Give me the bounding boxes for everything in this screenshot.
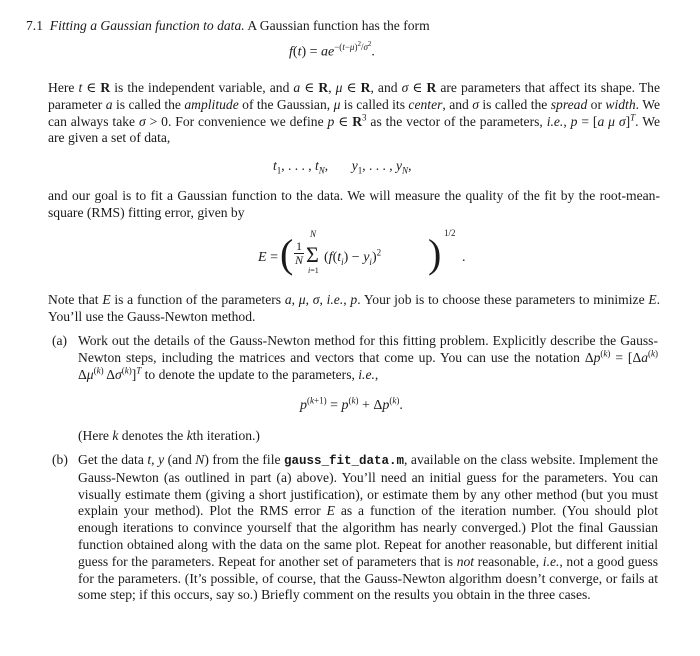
part-a-label: (a) [52,333,68,348]
data-list: $t_1$, . . . , $t_N$, $y_1$, . . . , $y_N$, [273,158,412,176]
paragraph-definitions: Here t ∈ R is the independent variable, and a ∈ R, μ ∈ R, and σ ∈ R are parameters that affect its shape. The parameter a is called the amplitude of the Gaussian, μ is called its center, and σ is called the spread or width. We can always take σ > 0. For convenience we define p ∈ $R^3$ as the vector of the parameters, i.e., p = [a μ σ]$^T$. We are given a set of data, [48,80,660,146]
part-b-label: (b) [52,452,68,467]
gaussian-formula: $f(t) = ae^{-(t-\mu)^2/\sigma^2}$. [289,40,375,60]
part-a-text: Work out the details of the Gauss-Newton method for this fitting problem. Explicitly describe the Gauss-Newton steps, including the matrices and vectors that come up. You can use the notation $\Delta p^{(k)} = [\Delta a^{(k)}$ $\Delta\mu^{(k)}$ $\Delta\sigma^{(k)}]^T$ to denote the update to the parameters, i.e., [78,333,659,382]
update-formula: $p^{(k+1)} = p^{(k)} + \Delta p^{(k)}$. [300,395,403,413]
problem-number: 7.1 [26,18,43,33]
problem-heading [26,18,666,35]
paragraph-goal: and our goal is to fit a Gaussian function to the data. We will measure the quality of the fit by the root-mean-square (RMS) fitting error, given by [48,188,660,220]
paragraph-task: Note that E is a function of the parameters a, μ, σ, i.e., p. Your job is to choose these parameters to minimize E. You’ll use the Gauss-Newton method. [48,292,661,324]
problem-intro: A Gaussian function has the form [247,18,430,33]
problem-page: 7.1 Fitting a Gaussian function to data. A Gaussian function has the form $f(t) = ae^{-(t-\mu)^2/\sigma^2}$. Here t ∈ R is the independent variable, and a ∈ R, μ ∈ R, and σ ∈ R are parameters that affect its shape. The parameter a is called the amplitude of the Gaussian, μ is called its center, and σ is called the spread or width. We can always take σ > 0. For convenience we define p ∈ $R^3$ as the vector of the parameters, i.e., p = [a μ σ]$^T$. We are given a set of data, $t_1$, . . . , $t_N$, $y_1$, . . . , $y_N$, and our goal is to fit a Gaussian function to the data. We will measure the quality of the fit by the root-mean-square (RMS) fitting error, given by E = ( $\frac{1}{N}$ N Σ i=1 $(f(t_i) - y_i)^2$ ) 1/2 . Note that E is a function of the parameters a, μ, σ, i.e., p. Your job is to choose these parameters to minimize E. You’ll use the Gauss-Newton method. (a) Work out the details of the Gauss-Newton method for this fitting problem. Explicitly describe the Gauss-Newton steps, including the matrices and vectors that come up. You can use the notation $\Delta p^{(k)} = [\Delta a^{(k)}$ $\Delta\mu^{(k)}$ $\Delta\sigma^{(k)}]^T$ to denote the update to the parameters, i.e., $p^{(k+1)} = p^{(k)} + \Delta p^{(k)}$. (Here k denotes the kth iteration.) (b) Get the data t, y (and N) from the file gauss_fit_data.m, available on the class website. Implement the Gauss-Newton (as outlined in part (a) above). You’ll need an initial guess for the parameters. You can visually estimate them (giving a short justification), or estimate them by any other method (but you must explain your method). Plot the RMS error E as a function of the iteration number. (You should plot enough iterations to convince yourself that the algorithm has nearly converged.) Plot the final Gaussian function obtained along with the data on the same plot. Repeat for another reasonable, but different initial guess for the parameters. Repeat for another set of parameters that is not reasonable, i.e., not a good guess for the parameters. (It’s possible, of course, that the Gauss-Newton algorithm doesn’t converge, or fails at some step; if this occurs, say so.) Briefly comment on the results you obtain in the three cases. [0,0,700,656]
part-a-note: (Here k denotes the kth iteration.) [78,428,260,443]
data-file-name: gauss_fit_data.m [284,454,405,468]
part-b-text: Get the data t, y (and N) from the file gauss_fit_data.m, available on the class website. Implement the Gauss-Newton (as outlined in part (a) above). You’ll need an initial guess for the parameters. You can visually estimate them (giving a short justification), or estimate them by any other method (but you must explain your method). Plot the RMS error E as a function of the iteration number. (You should plot enough iterations to convince yourself that the algorithm has nearly converged.) Plot the final Gaussian function obtained along with the data on the same plot. Repeat for another reasonable, but different initial guess for the parameters. Repeat for another set of parameters that is not reasonable, i.e., not a good guess for the parameters. (It’s possible, of course, that the Gauss-Newton algorithm doesn’t converge, or fails at some step; if this occurs, say so.) Briefly comment on the results you obtain in the three cases. [78,452,659,603]
problem-title: Fitting a Gaussian function to data. [49,18,245,33]
